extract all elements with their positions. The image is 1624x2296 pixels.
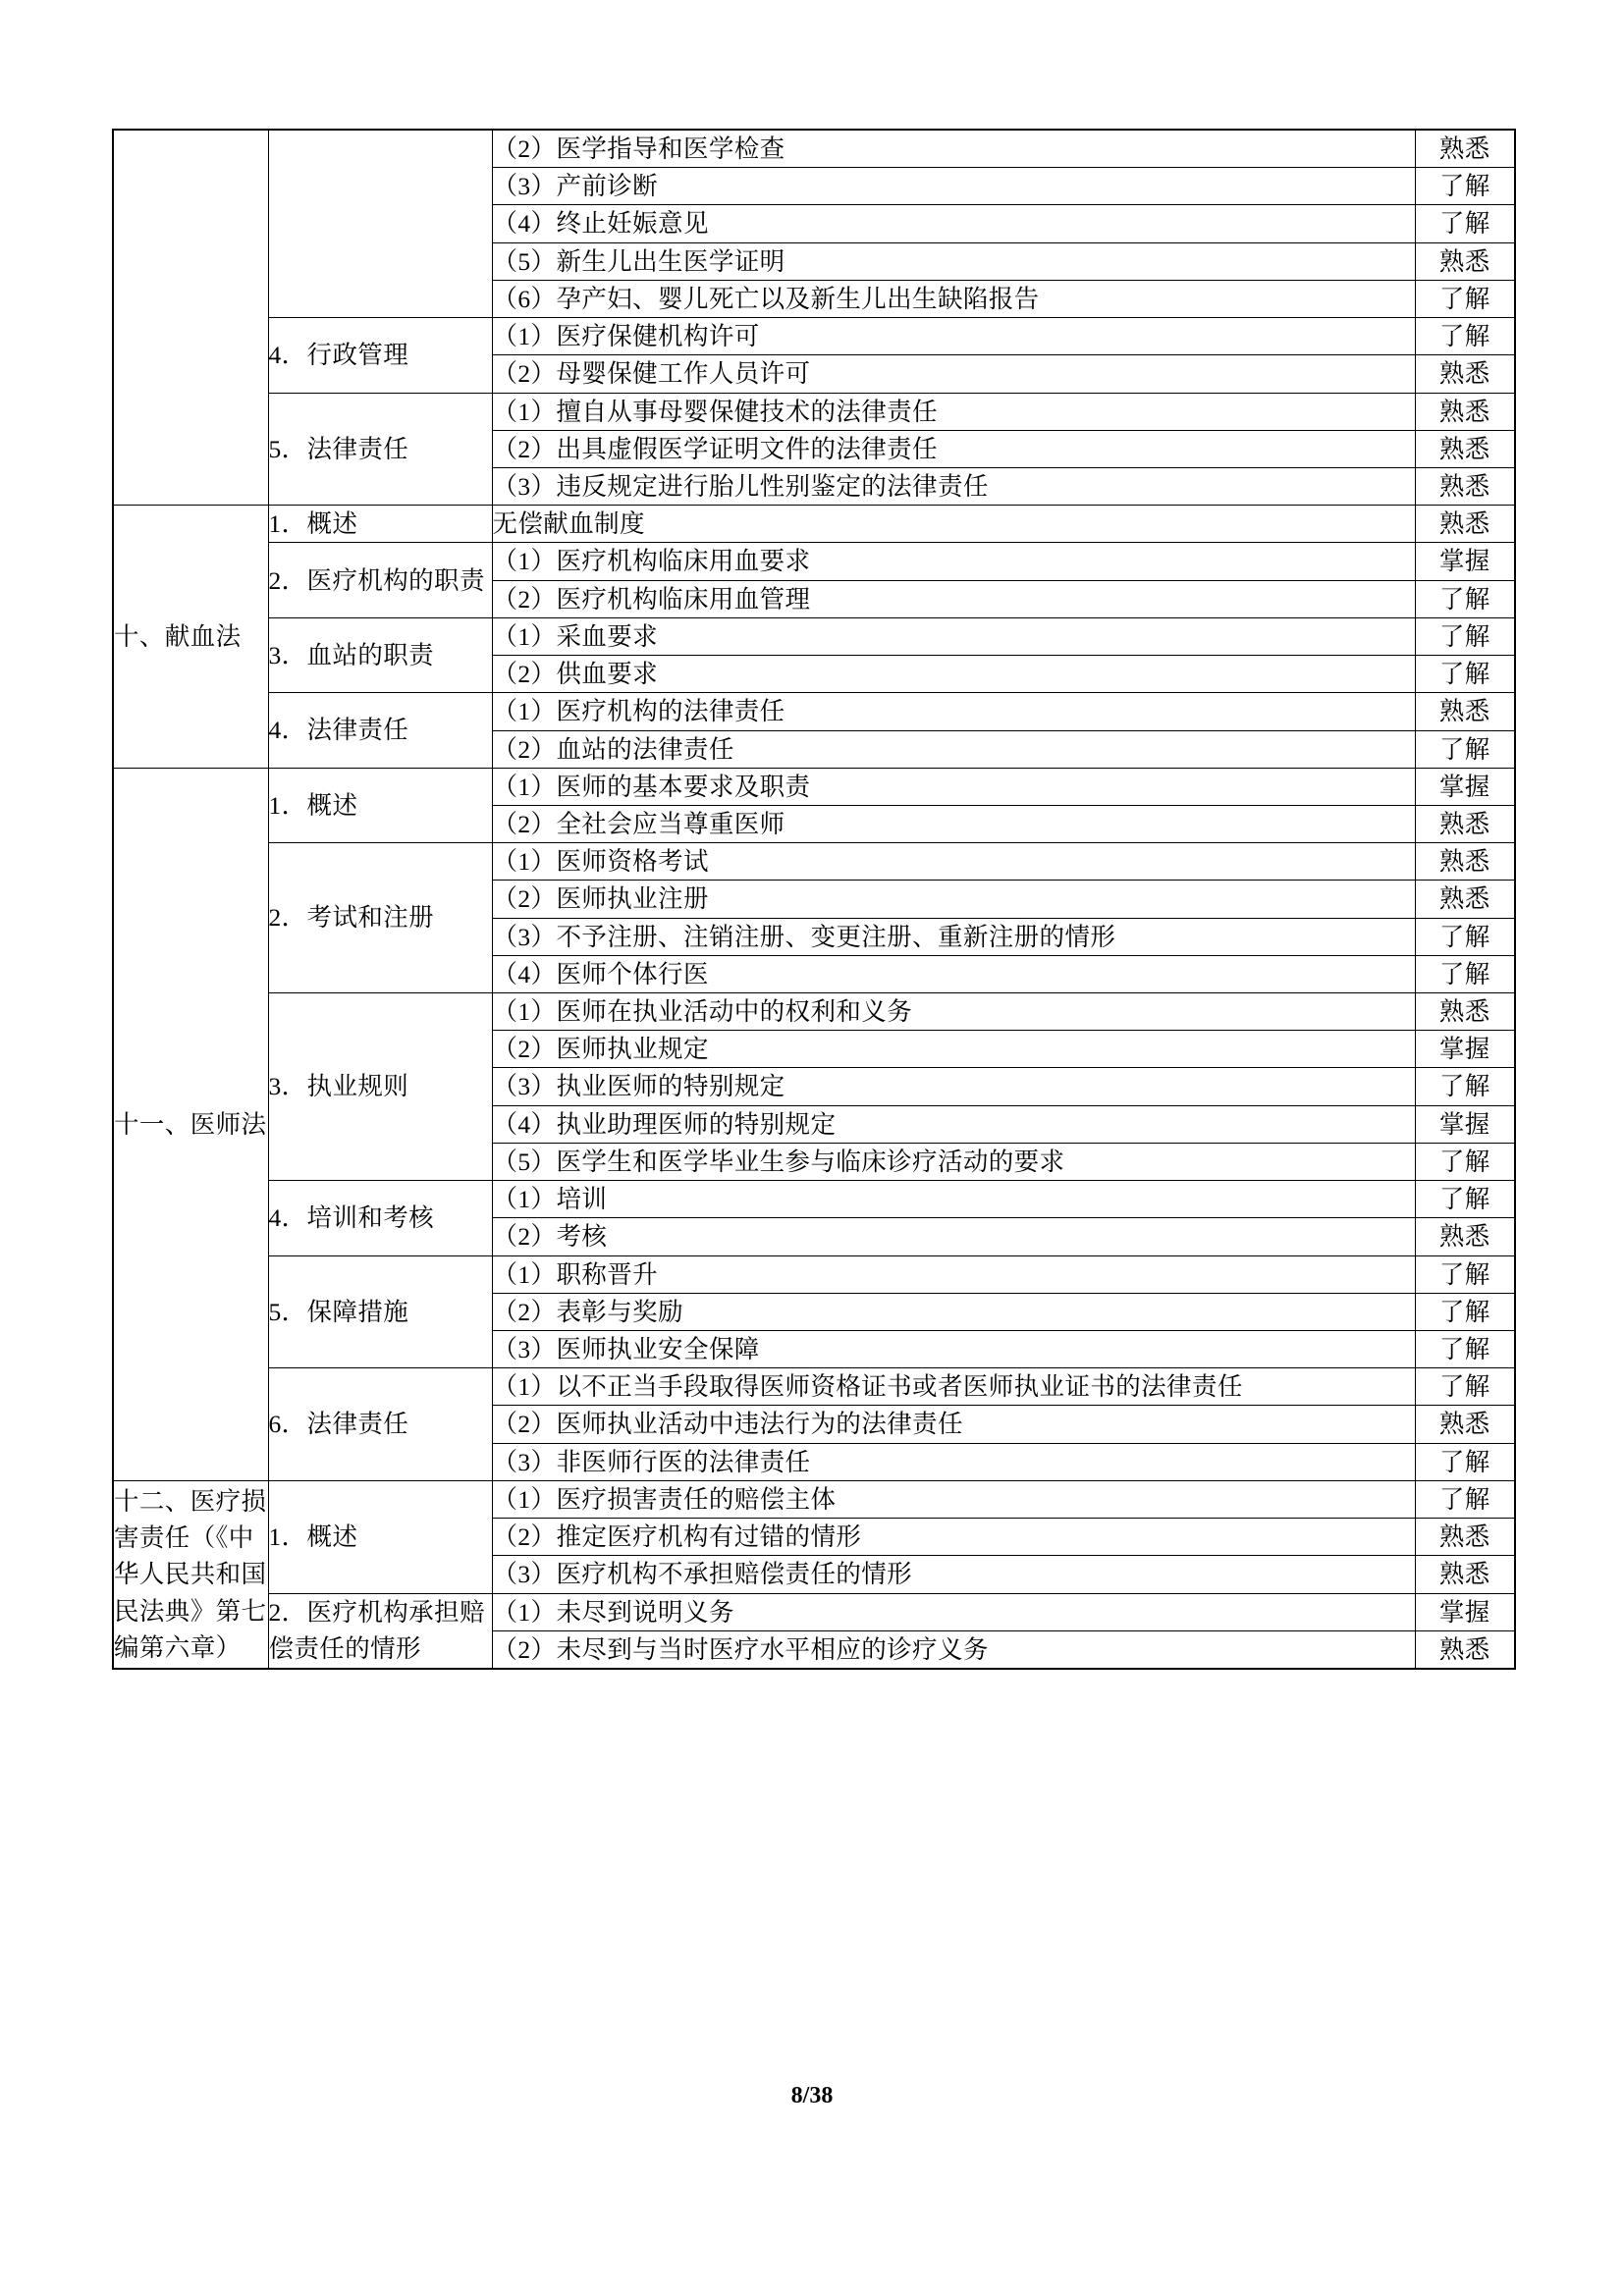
table-row bbox=[113, 543, 1515, 580]
item-cell: （2）推定医疗机构有过错的情形 bbox=[492, 1519, 1415, 1556]
item-cell: （4）终止妊娠意见 bbox=[492, 205, 1415, 242]
table-row bbox=[113, 617, 1515, 655]
level-cell: 掌握 bbox=[1415, 1031, 1515, 1068]
category-cell: 十、献血法 bbox=[113, 506, 268, 769]
subsection-cell: 2．医疗机构承担赔偿责任的情形 bbox=[268, 1593, 492, 1669]
level-cell: 了解 bbox=[1415, 955, 1515, 992]
item-cell: （3）不予注册、注销注册、变更注册、重新注册的情形 bbox=[492, 918, 1415, 955]
item-cell: （2）未尽到与当时医疗水平相应的诊疗义务 bbox=[492, 1630, 1415, 1669]
item-cell: （2）医师执业活动中违法行为的法律责任 bbox=[492, 1406, 1415, 1443]
level-cell: 熟悉 bbox=[1415, 693, 1515, 730]
level-cell: 熟悉 bbox=[1415, 1218, 1515, 1255]
subsection-cell: 6．法律责任 bbox=[268, 1368, 492, 1481]
item-cell: （1）医疗保健机构许可 bbox=[492, 318, 1415, 355]
subsection-cell bbox=[268, 130, 492, 318]
item-cell: （2）医师执业规定 bbox=[492, 1031, 1415, 1068]
level-cell: 熟悉 bbox=[1415, 467, 1515, 505]
syllabus-table-body bbox=[113, 130, 1515, 1669]
item-cell: （3）医师执业安全保障 bbox=[492, 1331, 1415, 1368]
item-cell: （3）违反规定进行胎儿性别鉴定的法律责任 bbox=[492, 467, 1415, 505]
level-cell: 了解 bbox=[1415, 168, 1515, 205]
level-cell: 了解 bbox=[1415, 1293, 1515, 1330]
table-row bbox=[113, 506, 1515, 543]
level-cell: 了解 bbox=[1415, 280, 1515, 317]
table-row bbox=[113, 693, 1515, 730]
level-cell: 了解 bbox=[1415, 1443, 1515, 1480]
table-row bbox=[113, 768, 1515, 805]
item-cell: （1）医师资格考试 bbox=[492, 843, 1415, 881]
level-cell: 熟悉 bbox=[1415, 843, 1515, 881]
item-cell: （3）医疗机构不承担赔偿责任的情形 bbox=[492, 1556, 1415, 1593]
subsection-cell: 4．培训和考核 bbox=[268, 1181, 492, 1255]
subsection-cell: 4．法律责任 bbox=[268, 693, 492, 768]
level-cell: 了解 bbox=[1415, 318, 1515, 355]
level-cell: 熟悉 bbox=[1415, 993, 1515, 1031]
subsection-cell: 3．血站的职责 bbox=[268, 617, 492, 692]
level-cell: 熟悉 bbox=[1415, 1406, 1515, 1443]
level-cell: 了解 bbox=[1415, 1368, 1515, 1406]
subsection-cell: 2．考试和注册 bbox=[268, 843, 492, 993]
item-cell: （2）医师执业注册 bbox=[492, 881, 1415, 918]
item-cell: （2）医疗机构临床用血管理 bbox=[492, 580, 1415, 617]
table-row bbox=[113, 1480, 1515, 1518]
level-cell: 了解 bbox=[1415, 918, 1515, 955]
page-number: 8/38 bbox=[790, 2083, 834, 2109]
level-cell: 掌握 bbox=[1415, 768, 1515, 805]
item-cell: （1）医师在执业活动中的权利和义务 bbox=[492, 993, 1415, 1031]
item-cell: （3）执业医师的特别规定 bbox=[492, 1068, 1415, 1105]
level-cell: 了解 bbox=[1415, 1143, 1515, 1180]
level-cell: 熟悉 bbox=[1415, 130, 1515, 168]
item-cell: （3）非医师行医的法律责任 bbox=[492, 1443, 1415, 1480]
item-cell: （2）医学指导和医学检查 bbox=[492, 130, 1415, 168]
table-row bbox=[113, 1255, 1515, 1293]
subsection-cell: 1．概述 bbox=[268, 506, 492, 543]
item-cell: （1）医师的基本要求及职责 bbox=[492, 768, 1415, 805]
item-cell: （2）出具虚假医学证明文件的法律责任 bbox=[492, 430, 1415, 467]
table-row bbox=[113, 1368, 1515, 1406]
item-cell: （1）培训 bbox=[492, 1181, 1415, 1218]
syllabus-table bbox=[112, 129, 1516, 1670]
item-cell: （1）医疗机构的法律责任 bbox=[492, 693, 1415, 730]
table-row bbox=[113, 843, 1515, 881]
category-cell: 十一、医师法 bbox=[113, 768, 268, 1480]
item-cell: （1）职称晋升 bbox=[492, 1255, 1415, 1293]
item-cell: （1）未尽到说明义务 bbox=[492, 1593, 1415, 1630]
table-row bbox=[113, 993, 1515, 1031]
item-cell: （4）医师个体行医 bbox=[492, 955, 1415, 992]
subsection-cell: 1．概述 bbox=[268, 1480, 492, 1593]
level-cell: 了解 bbox=[1415, 1331, 1515, 1368]
level-cell: 掌握 bbox=[1415, 543, 1515, 580]
table-row bbox=[113, 130, 1515, 168]
item-cell: （4）执业助理医师的特别规定 bbox=[492, 1105, 1415, 1143]
item-cell: （2）考核 bbox=[492, 1218, 1415, 1255]
subsection-cell: 1．概述 bbox=[268, 768, 492, 842]
level-cell: 了解 bbox=[1415, 580, 1515, 617]
level-cell: 熟悉 bbox=[1415, 393, 1515, 430]
item-cell: （6）孕产妇、婴儿死亡以及新生儿出生缺陷报告 bbox=[492, 280, 1415, 317]
item-cell: （5）新生儿出生医学证明 bbox=[492, 242, 1415, 280]
table-row bbox=[113, 1593, 1515, 1630]
item-cell: （1）擅自从事母婴保健技术的法律责任 bbox=[492, 393, 1415, 430]
level-cell: 了解 bbox=[1415, 1255, 1515, 1293]
level-cell: 了解 bbox=[1415, 730, 1515, 768]
level-cell: 熟悉 bbox=[1415, 1556, 1515, 1593]
level-cell: 熟悉 bbox=[1415, 881, 1515, 918]
table-row bbox=[113, 318, 1515, 355]
level-cell: 熟悉 bbox=[1415, 506, 1515, 543]
level-cell: 掌握 bbox=[1415, 1593, 1515, 1630]
item-cell: （3）产前诊断 bbox=[492, 168, 1415, 205]
syllabus-table-container bbox=[112, 129, 1514, 1670]
item-cell: （1）以不正当手段取得医师资格证书或者医师执业证书的法律责任 bbox=[492, 1368, 1415, 1406]
level-cell: 熟悉 bbox=[1415, 242, 1515, 280]
level-cell: 熟悉 bbox=[1415, 355, 1515, 393]
item-cell: （2）供血要求 bbox=[492, 656, 1415, 693]
level-cell: 熟悉 bbox=[1415, 1630, 1515, 1669]
subsection-cell: 2．医疗机构的职责 bbox=[268, 543, 492, 617]
item-cell: （2）表彰与奖励 bbox=[492, 1293, 1415, 1330]
level-cell: 了解 bbox=[1415, 1480, 1515, 1518]
subsection-cell: 5．保障措施 bbox=[268, 1255, 492, 1368]
level-cell: 了解 bbox=[1415, 656, 1515, 693]
table-row bbox=[113, 1181, 1515, 1218]
item-cell: （5）医学生和医学毕业生参与临床诊疗活动的要求 bbox=[492, 1143, 1415, 1180]
category-cell: 十二、医疗损害责任（《中华人民共和国民法典》第七编第六章） bbox=[113, 1480, 268, 1669]
subsection-cell: 3．执业规则 bbox=[268, 993, 492, 1181]
subsection-cell: 4．行政管理 bbox=[268, 318, 492, 393]
item-cell: （1）采血要求 bbox=[492, 617, 1415, 655]
level-cell: 熟悉 bbox=[1415, 805, 1515, 842]
item-cell: （2）母婴保健工作人员许可 bbox=[492, 355, 1415, 393]
item-cell: （2）血站的法律责任 bbox=[492, 730, 1415, 768]
level-cell: 熟悉 bbox=[1415, 1519, 1515, 1556]
item-cell: （1）医疗机构临床用血要求 bbox=[492, 543, 1415, 580]
subsection-cell: 5．法律责任 bbox=[268, 393, 492, 506]
level-cell: 掌握 bbox=[1415, 1105, 1515, 1143]
category-cell bbox=[113, 130, 268, 506]
item-cell: 无偿献血制度 bbox=[492, 506, 1415, 543]
level-cell: 了解 bbox=[1415, 205, 1515, 242]
level-cell: 了解 bbox=[1415, 1181, 1515, 1218]
level-cell: 熟悉 bbox=[1415, 430, 1515, 467]
level-cell: 了解 bbox=[1415, 1068, 1515, 1105]
item-cell: （1）医疗损害责任的赔偿主体 bbox=[492, 1480, 1415, 1518]
level-cell: 了解 bbox=[1415, 617, 1515, 655]
table-row bbox=[113, 393, 1515, 430]
item-cell: （2）全社会应当尊重医师 bbox=[492, 805, 1415, 842]
